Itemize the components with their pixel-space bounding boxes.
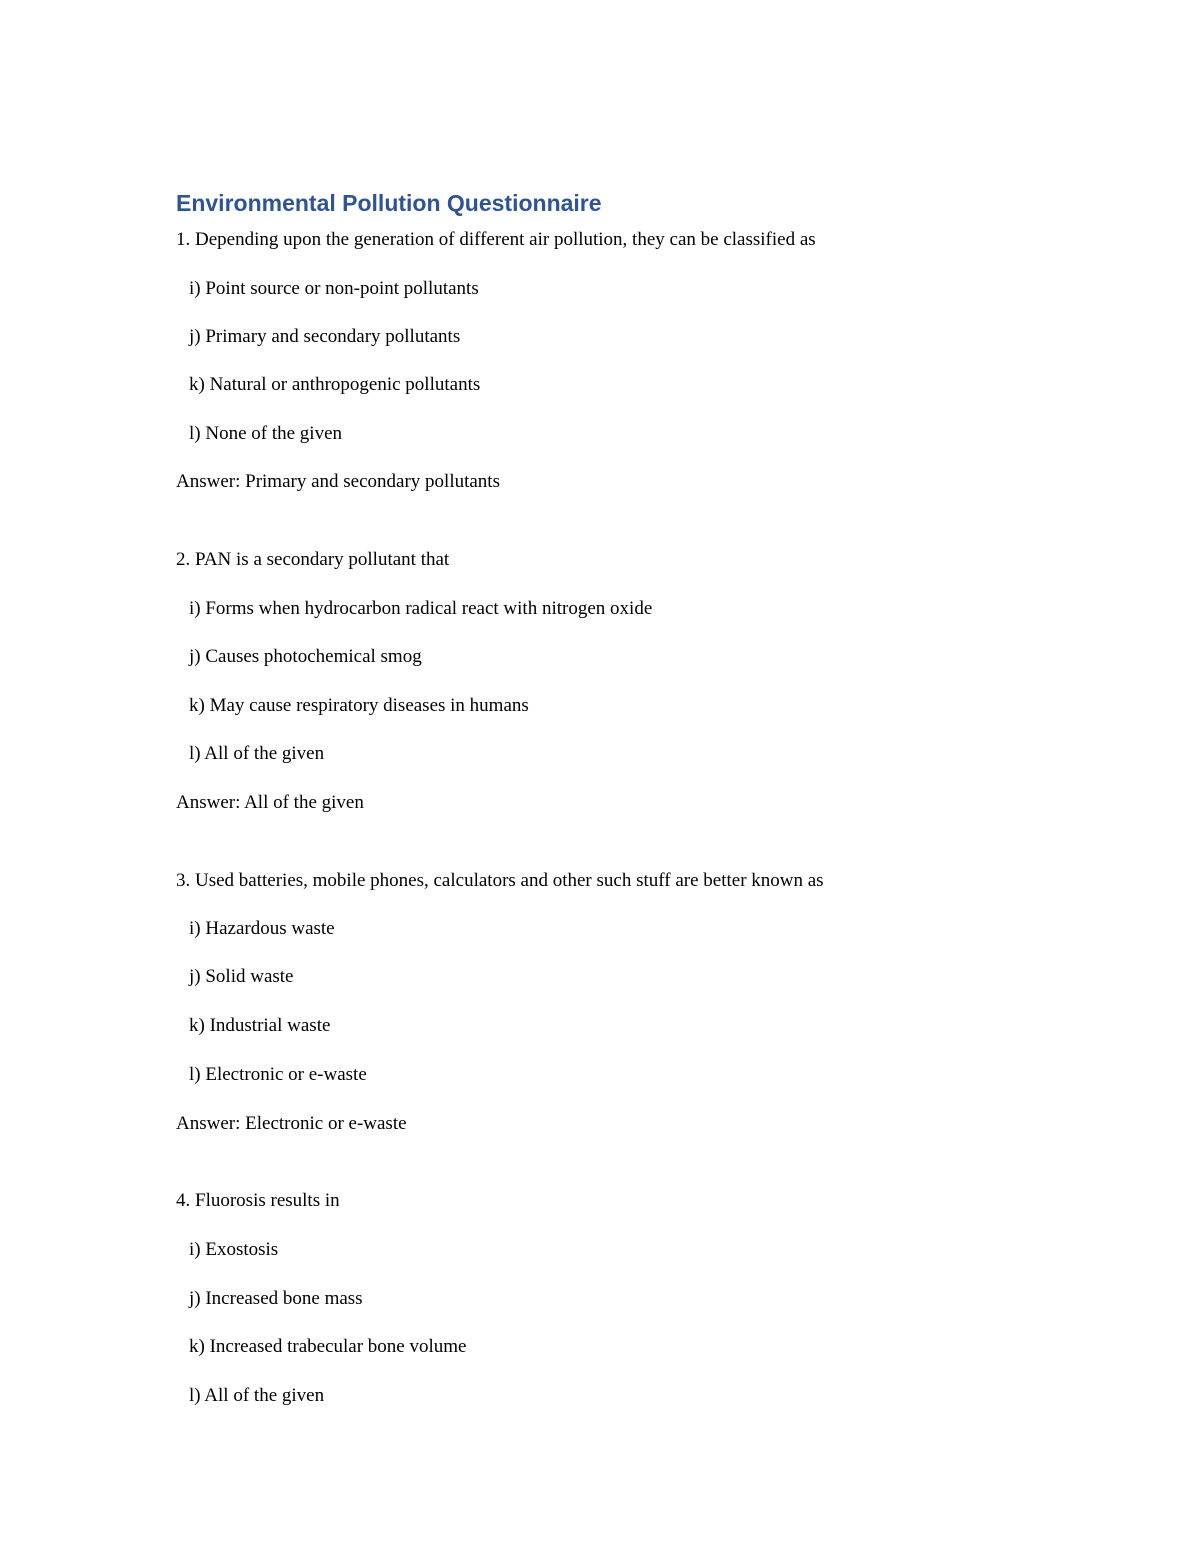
question-3-option-l: l) Electronic or e-waste (189, 1064, 367, 1085)
question-1-option-i: i) Point source or non-point pollutants (189, 278, 479, 299)
question-2-option-k: k) May cause respiratory diseases in humans (189, 695, 529, 716)
question-3-option-i: i) Hazardous waste (189, 918, 335, 939)
question-3-answer: Answer: Electronic or e-waste (176, 1113, 407, 1134)
question-3-text: 3. Used batteries, mobile phones, calculators and other such stuff are better known as (176, 870, 824, 891)
question-4-text: 4. Fluorosis results in (176, 1190, 340, 1211)
question-1-option-j: j) Primary and secondary pollutants (189, 326, 461, 347)
question-2-option-j: j) Causes photochemical smog (189, 646, 422, 667)
document-title: Environmental Pollution Questionnaire (176, 190, 602, 216)
question-1-answer: Answer: Primary and secondary pollutants (176, 471, 500, 492)
question-4-option-l: l) All of the given (189, 1385, 325, 1406)
question-3-option-k: k) Industrial waste (189, 1015, 331, 1036)
question-1-option-l: l) None of the given (189, 423, 343, 444)
question-2-option-i: i) Forms when hydrocarbon radical react with nitrogen oxide (189, 598, 653, 619)
question-2-option-l: l) All of the given (189, 743, 325, 764)
question-1-option-k: k) Natural or anthropogenic pollutants (189, 374, 481, 395)
question-1-text: 1. Depending upon the generation of different air pollution, they can be classified as (176, 229, 816, 250)
question-2-answer: Answer: All of the given (176, 792, 364, 813)
question-3-option-j: j) Solid waste (189, 966, 294, 987)
question-4-option-k: k) Increased trabecular bone volume (189, 1336, 467, 1357)
question-4-option-j: j) Increased bone mass (189, 1288, 363, 1309)
question-4-option-i: i) Exostosis (189, 1239, 279, 1260)
question-2-text: 2. PAN is a secondary pollutant that (176, 549, 450, 570)
